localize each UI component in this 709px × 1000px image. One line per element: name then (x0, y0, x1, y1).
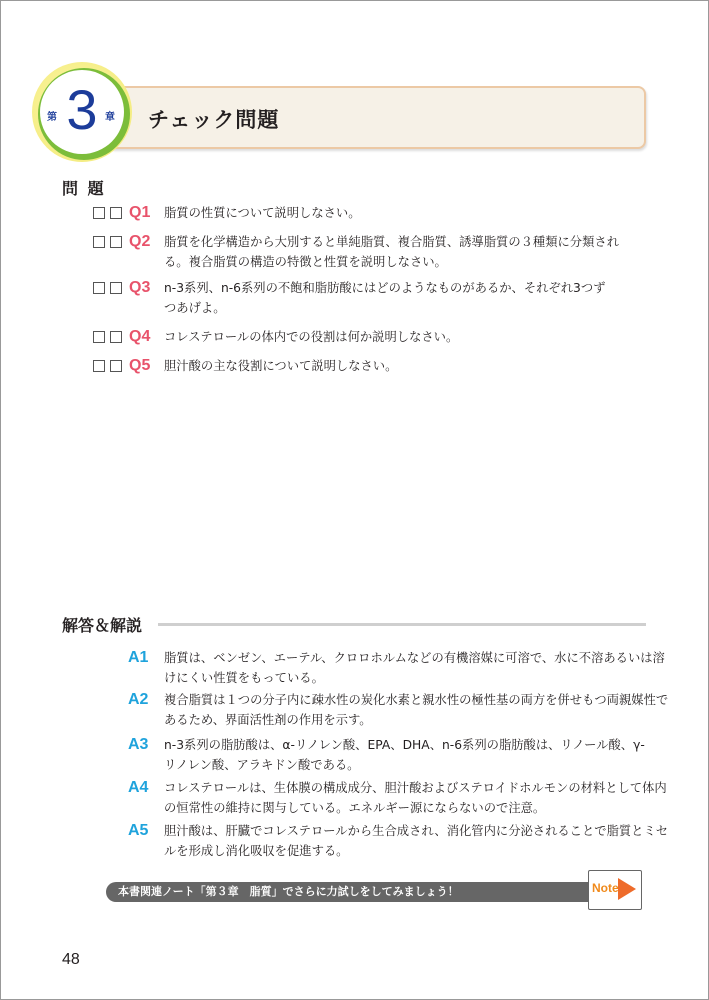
question-text (164, 203, 639, 223)
page-title: チェック問題 (148, 108, 280, 132)
text-line: の恒常性の維持に関与している。エネルギー源にならないので注意。 (164, 801, 546, 815)
arrow-right-icon (618, 878, 636, 900)
question-item (93, 327, 639, 347)
checkbox[interactable] (110, 360, 122, 372)
note-banner: 本書関連ノート「第３章 脂質」でさらに力試しをしてみましょう！ (106, 882, 600, 902)
heading-rule (158, 623, 646, 626)
text-line: けにくい性質をもっている。 (164, 671, 324, 685)
text-line: つあげよ。 (164, 301, 226, 315)
question-item (93, 232, 639, 272)
question-label: Q3 (129, 279, 151, 296)
answer-text (164, 648, 665, 688)
text-line: 脂質は、ベンゼン、エーテル、クロロホルムなどの有機溶媒に可溶で、水に不溶あるいは溶 (164, 651, 665, 665)
text-line: 脂質を化学構造から大別すると単純脂質、複合脂質、誘導脂質の３種類に分類され (164, 235, 619, 249)
text-line: あるため、界面活性剤の作用を示す。 (164, 713, 372, 727)
text-line: コレステロールの体内での役割は何か説明しなさい。 (164, 330, 459, 344)
checkbox[interactable] (110, 236, 122, 248)
answer-label: A3 (128, 736, 149, 753)
question-text (164, 232, 639, 272)
text-line: 胆汁酸の主な役割について説明しなさい。 (164, 359, 398, 373)
question-item (93, 278, 639, 318)
answer-label: A4 (128, 779, 149, 796)
answer-text (164, 690, 669, 730)
question-label: Q1 (129, 204, 151, 221)
question-label: Q5 (129, 357, 151, 374)
chapter-suffix: 章 (105, 112, 115, 123)
answers-heading: 解答＆解説 (62, 616, 143, 635)
page-number: 48 (62, 951, 80, 968)
checkboxes (93, 327, 129, 347)
checkboxes (93, 232, 129, 272)
question-text (164, 356, 639, 376)
answer-text (164, 821, 669, 861)
text-line: リノレン酸、アラキドン酸である。 (164, 758, 360, 772)
note-label: Note (592, 881, 619, 895)
text-line: n-3系列の脂肪酸は、α-リノレン酸、EPA、DHA、n-6系列の脂肪酸は、リノール酸、γ- (164, 738, 645, 752)
question-text (164, 327, 639, 347)
checkbox[interactable] (110, 282, 122, 294)
chapter-number: 3 (66, 78, 98, 141)
question-text (164, 278, 639, 318)
checkboxes (93, 278, 129, 318)
question-item (93, 356, 639, 376)
text-line: ルを形成し消化吸収を促進する。 (164, 844, 349, 858)
answer-label: A1 (128, 649, 149, 666)
answer-label: A5 (128, 822, 149, 839)
question-label: Q4 (129, 328, 151, 345)
checkbox[interactable] (93, 360, 105, 372)
question-item (93, 203, 639, 223)
text-line: コレステロールは、生体膜の構成成分、胆汁酸およびステロイドホルモンの材料として体内 (164, 781, 667, 795)
answer-text (164, 735, 645, 775)
checkbox[interactable] (93, 207, 105, 219)
chapter-prefix: 第 (47, 112, 57, 123)
text-line: 脂質の性質について説明しなさい。 (164, 206, 361, 220)
question-label: Q2 (129, 233, 151, 250)
checkbox[interactable] (93, 236, 105, 248)
text-line: 胆汁酸は、肝臓でコレステロールから生合成され、消化管内に分泌されることで脂質とミセ (164, 824, 669, 838)
checkbox[interactable] (110, 331, 122, 343)
text-line: る。複合脂質の構造の特徴と性質を説明しなさい。 (164, 255, 447, 269)
answer-label: A2 (128, 691, 149, 708)
checkboxes (93, 203, 129, 223)
questions-heading: 問 題 (62, 179, 106, 198)
checkbox[interactable] (93, 282, 105, 294)
text-line: n-3系列、n-6系列の不飽和脂肪酸にはどのようなものがあるか、それぞれ3つず (164, 281, 606, 295)
checkboxes (93, 356, 129, 376)
checkbox[interactable] (110, 207, 122, 219)
text-line: 複合脂質は１つの分子内に疎水性の炭化水素と親水性の極性基の両方を併せもつ両親媒性で (164, 693, 669, 707)
checkbox[interactable] (93, 331, 105, 343)
answer-text (164, 778, 667, 818)
